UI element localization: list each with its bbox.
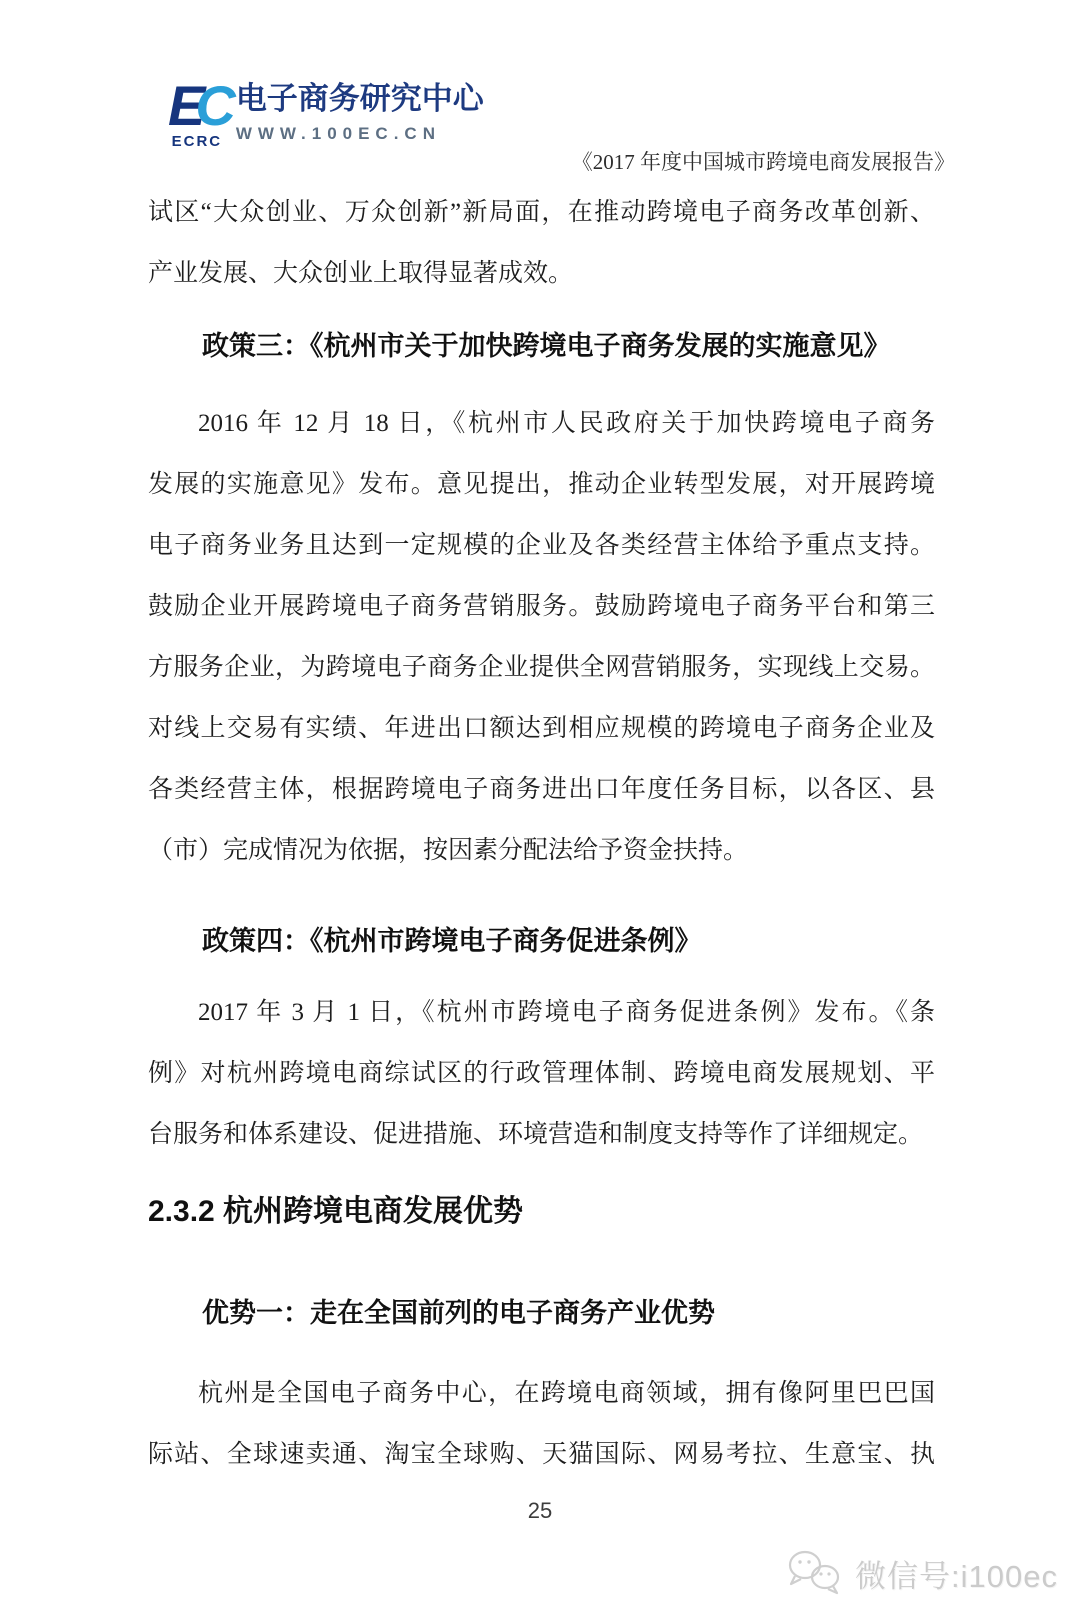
- paragraph-line: 对线上交易有实绩、年进出口额达到相应规模的跨境电子商务企业及: [148, 715, 935, 742]
- paragraph-line: 例》对杭州跨境电商综试区的行政管理体制、跨境电商发展规划、平: [148, 1060, 935, 1087]
- paragraph-line: 方服务企业，为跨境电子商务企业提供全网营销服务，实现线上交易。: [148, 654, 935, 681]
- heading-advantage1: 优势一：走在全国前列的电子商务产业优势: [202, 1298, 715, 1328]
- report-title: 《2017 年度中国城市跨境电商发展报告》: [571, 150, 955, 174]
- paragraph-line: 2016 年 12 月 18 日，《杭州市人民政府关于加快跨境电子商务: [198, 410, 935, 437]
- paragraph-line: 台服务和体系建设、促进措施、环境营造和制度支持等作了详细规定。: [148, 1121, 924, 1148]
- paragraph-line: 试区“大众创业、万众创新”新局面，在推动跨境电子商务改革创新、: [148, 199, 935, 226]
- ec-mark-e: E: [168, 74, 196, 137]
- wechat-watermark: [783, 1548, 1058, 1598]
- page-content: [148, 182, 935, 1485]
- page-number: 25: [527, 1498, 553, 1523]
- paragraph-line: 2017 年 3 月 1 日，《杭州市跨境电子商务促进条例》发布。《条: [198, 999, 935, 1026]
- paragraph-line: 发展的实施意见》发布。意见提出，推动企业转型发展，对开展跨境: [148, 471, 935, 498]
- paragraph-line: 鼓励企业开展跨境电子商务营销服务。鼓励跨境电子商务平台和第三: [148, 593, 935, 620]
- paragraph-line: 杭州是全国电子商务中心，在跨境电商领域，拥有像阿里巴巴国: [198, 1380, 935, 1407]
- wechat-icon: [783, 1548, 847, 1598]
- watermark-text: 微信号:i100ec: [855, 1558, 1058, 1594]
- ecrc-logo-mark: [168, 74, 226, 150]
- heading-policy4: 政策四：《杭州市跨境电子商务促进条例》: [202, 926, 702, 956]
- org-website: WWW.100EC.CN: [235, 124, 441, 143]
- org-name: 电子商务研究中心: [235, 81, 484, 116]
- paragraph-line: 电子商务业务且达到一定规模的企业及各类经营主体给予重点支持。: [148, 532, 935, 559]
- section-heading-2-3-2: 2.3.2 杭州跨境电商发展优势: [148, 1195, 524, 1228]
- ecrc-logo: [168, 74, 484, 150]
- paragraph-line: 产业发展、大众创业上取得显著成效。: [148, 260, 574, 287]
- paragraph-line: 各类经营主体，根据跨境电子商务进出口年度任务目标，以各区、县: [148, 776, 935, 803]
- heading-policy3: 政策三：《杭州市关于加快跨境电子商务发展的实施意见》: [202, 331, 891, 361]
- ec-mark-icon: [168, 74, 226, 137]
- ec-mark-c: C: [195, 74, 226, 137]
- paragraph-line: （市）完成情况为依据，按因素分配法给予资金扶持。: [148, 837, 749, 864]
- paragraph-line: 际站、全球速卖通、淘宝全球购、天猫国际、网易考拉、生意宝、执: [148, 1441, 935, 1468]
- ecrc-abbr: ECRC: [171, 133, 223, 150]
